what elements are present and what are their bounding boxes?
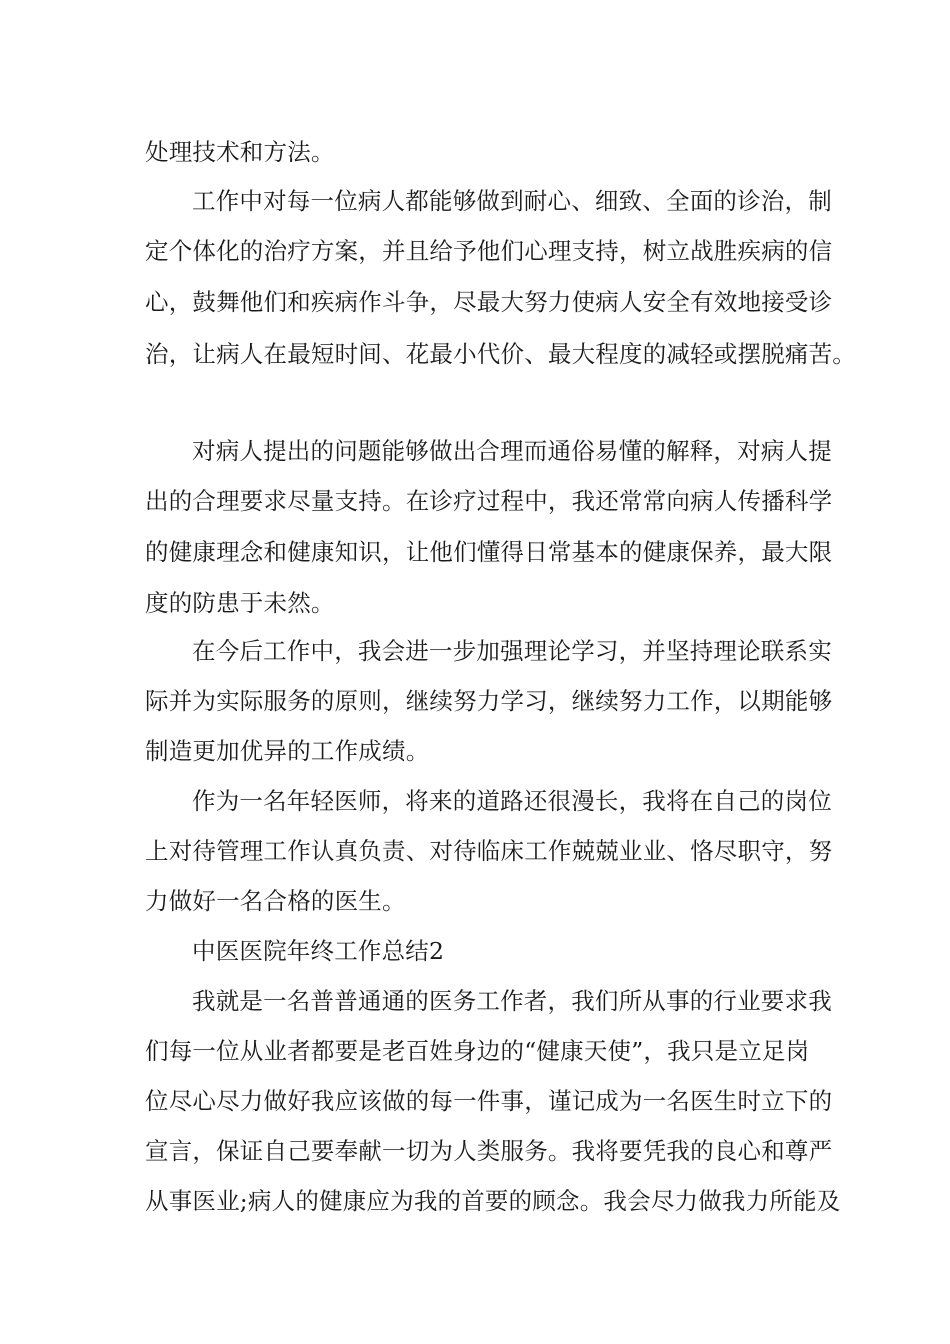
text-line: 我就是一名普普通通的医务工作者，我们所从事的行业要求我 bbox=[192, 987, 832, 1015]
text-line: 们每一位从业者都要是老百姓身边的“健康天使”，我只是立足岗 bbox=[145, 1037, 810, 1065]
text-line: 宣言，保证自己要奉献一切为人类服务。我将要凭我的良心和尊严 bbox=[145, 1137, 833, 1165]
text-line: 在今后工作中，我会进一步加强理论学习，并坚持理论联系实 bbox=[192, 637, 832, 665]
text-line: 际并为实际服务的原则，继续努力学习，继续努力工作，以期能够 bbox=[145, 687, 833, 715]
section-heading: 中医医院年终工作总结2 bbox=[192, 937, 445, 965]
text-line: 定个体化的治疗方案，并且给予他们心理支持，树立战胜疾病的信 bbox=[145, 237, 833, 265]
text-line: 对病人提出的问题能够做出合理而通俗易懂的解释，对病人提 bbox=[192, 437, 832, 465]
text-line: 力做好一名合格的医生。 bbox=[145, 887, 406, 915]
text-line: 上对待管理工作认真负责、对待临床工作兢兢业业、恪尽职守，努 bbox=[145, 837, 833, 865]
text-line: 的健康理念和健康知识，让他们懂得日常基本的健康保养，最大限 bbox=[145, 538, 833, 566]
text-line: 从事医业;病人的健康应为我的首要的顾念。我会尽力做我力所能及 bbox=[145, 1187, 841, 1215]
text-line: 治，让病人在最短时间、花最小代价、最大程度的减轻或摆脱痛苦。 bbox=[145, 340, 856, 368]
text-line: 处理技术和方法。 bbox=[145, 138, 335, 166]
text-line: 度的防患于未然。 bbox=[145, 589, 335, 617]
text-line: 工作中对每一位病人都能够做到耐心、细致、全面的诊治，制 bbox=[192, 187, 832, 215]
text-line: 位尽心尽力做好我应该做的每一件事，谨记成为一名医生时立下的 bbox=[145, 1087, 833, 1115]
text-line: 制造更加优异的工作成绩。 bbox=[145, 737, 430, 765]
text-line: 心，鼓舞他们和疾病作斗争，尽最大努力使病人安全有效地接受诊 bbox=[145, 288, 833, 316]
text-line: 作为一名年轻医师，将来的道路还很漫长，我将在自己的岗位 bbox=[192, 787, 832, 815]
text-line: 出的合理要求尽量支持。在诊疗过程中，我还常常向病人传播科学 bbox=[145, 487, 833, 515]
